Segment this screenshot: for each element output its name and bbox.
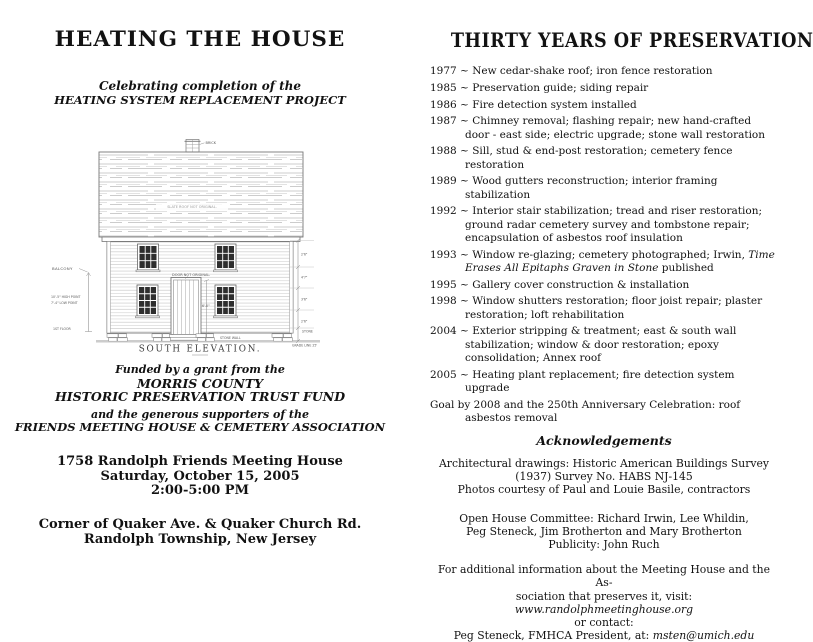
timeline	[430, 65, 778, 425]
grade-line-label: GRADE LINE 25'	[292, 343, 318, 348]
event-name: 1758 Randolph Friends Meeting House	[57, 454, 343, 469]
timeline-entry: 1993 ~ Window re-glazing; cemetery photographed; Irwin, Time Erases All Epitaphs Graven in Stone published	[430, 248, 775, 274]
window-lower-right	[214, 285, 238, 318]
first-floor-label: 1ST FLOOR	[53, 327, 71, 331]
funding-org-1a: MORRIS COUNTY	[136, 375, 264, 391]
door-label: DOOR NOT ORIGINAL.	[172, 272, 211, 277]
info-block	[430, 563, 778, 642]
brick-label: BRICK	[205, 141, 217, 145]
event-block	[20, 455, 380, 499]
text-line: (1937) Survey No. HABS NJ-145	[515, 470, 693, 484]
event-date: Saturday, October 15, 2005	[100, 468, 300, 484]
dimension-line	[290, 239, 317, 348]
funding-intro-1: Funded by a grant from the	[115, 363, 285, 376]
window-upper-left	[136, 244, 160, 272]
timeline-entry: 1989 ~ Wood gutters reconstruction; interior framing stabilization	[430, 175, 718, 201]
spacer	[430, 497, 778, 512]
chimney	[185, 140, 217, 153]
text-line: Architectural drawings: Historic American Buildings Survey	[439, 457, 769, 470]
right-title: THIRTY YEARS OF PRESERVATION	[450, 28, 813, 52]
text-line: Photos courtesy of Paul and Louie Basile, contractors	[457, 483, 751, 497]
location-town: Randolph Township, New Jersey	[83, 531, 317, 547]
low-point-label: 7'-4" LOW POINT	[51, 301, 78, 305]
text-line: Peg Steneck, Jim Brotherton and Mary Brotherton	[466, 524, 742, 538]
acknowledgements-heading: Acknowledgements	[536, 433, 672, 448]
window-lower-left	[136, 285, 160, 318]
text-line: sociation that preserves it, visit:	[515, 589, 693, 603]
timeline-entry: 1988 ~ Sill, stud & end-post restoration; cemetery fence restoration	[430, 145, 733, 171]
left-annotations	[51, 266, 92, 332]
timeline-entry: 1992 ~ Interior stair stabilization; tread and riser restoration; ground radar cemetery survey and tombstone repair; encapsulation of asbestos roof insulation	[430, 205, 763, 244]
left-subtitle	[20, 80, 380, 107]
stone-label: STONE	[302, 329, 313, 334]
house-drawing	[50, 135, 390, 365]
roof	[99, 152, 303, 237]
committee-block	[430, 512, 778, 552]
drawing-caption: SOUTH ELEVATION.	[138, 344, 262, 355]
text-line: www.randolphmeetinghouse.org	[514, 602, 694, 616]
right-column	[430, 28, 813, 642]
timeline-entry: 1977 ~ New cedar-shake roof; iron fence restoration	[430, 65, 713, 77]
location-block	[20, 518, 380, 547]
stone-wall-label: STONE WALL	[220, 336, 241, 341]
funding-org-1b: HISTORIC PRESERVATION TRUST FUND	[54, 389, 346, 404]
text-line: Publicity: John Ruch	[548, 538, 660, 552]
timeline-entry: 1995 ~ Gallery cover construction & installation	[430, 278, 690, 291]
roof-label: SLATE ROOF NOT ORIGINAL.	[167, 205, 217, 209]
text-line: or contact:	[574, 616, 634, 630]
eave	[102, 237, 300, 242]
timeline-goal: Goal by 2008 and the 250th Anniversary Celebration: roof asbestos removal	[430, 398, 741, 424]
dim-2: 4'7"	[301, 275, 308, 280]
timeline-entry: 1985 ~ Preservation guide; siding repair	[430, 81, 649, 94]
funding-block	[14, 363, 386, 435]
door-dimension: 6'-0"	[202, 304, 210, 308]
event-time: 2:00-5:00 PM	[151, 483, 249, 498]
dim-3: 3'6"	[301, 297, 308, 302]
text-line: Peg Steneck, FMHCA President, at: msten@umich.edu	[453, 629, 755, 642]
timeline-list	[430, 65, 778, 395]
balcony-label: BALCONY	[52, 266, 73, 271]
timeline-entry: 2005 ~ Heating plant replacement; fire detection system upgrade	[430, 368, 735, 394]
dim-1: 2'6"	[301, 252, 308, 257]
text-line: Open House Committee: Richard Irwin, Lee Whildin,	[459, 511, 749, 525]
timeline-entry: 1986 ~ Fire detection system installed	[430, 98, 637, 111]
spacer	[430, 551, 778, 563]
foundation-piers	[107, 334, 293, 341]
subtitle-line-1: Celebrating completion of the	[98, 79, 302, 93]
dim-4: 2'6"	[301, 319, 308, 324]
subtitle-line-2: HEATING SYSTEM REPLACEMENT PROJECT	[54, 92, 346, 107]
funding-org-2: FRIENDS MEETING HOUSE & CEMETERY ASSOCIATION	[14, 420, 386, 434]
credits-block	[430, 457, 778, 497]
timeline-entry: 2004 ~ Exterior stripping & treatment; east & south wall stabilization; window & door restoration; epoxy consolidation; Annex roof	[430, 325, 737, 364]
high-point-label: 10'-5" HIGH POINT	[51, 295, 81, 299]
left-title: HEATING THE HOUSE	[54, 27, 346, 52]
text-line: For additional information about the Meeting House and the As-	[438, 563, 770, 590]
window-upper-right	[214, 244, 238, 272]
timeline-entry: 1998 ~ Window shutters restoration; floor joist repair; plaster restoration; loft rehabilitation	[430, 295, 763, 321]
funding-intro-2: and the generous supporters of the	[91, 407, 309, 421]
timeline-entry: 1987 ~ Chimney removal; flashing repair; new hand-crafted door - east side; electric upgrade; stone wall restoration	[430, 115, 766, 141]
location-street: Corner of Quaker Ave. & Quaker Church Rd.	[38, 517, 362, 532]
